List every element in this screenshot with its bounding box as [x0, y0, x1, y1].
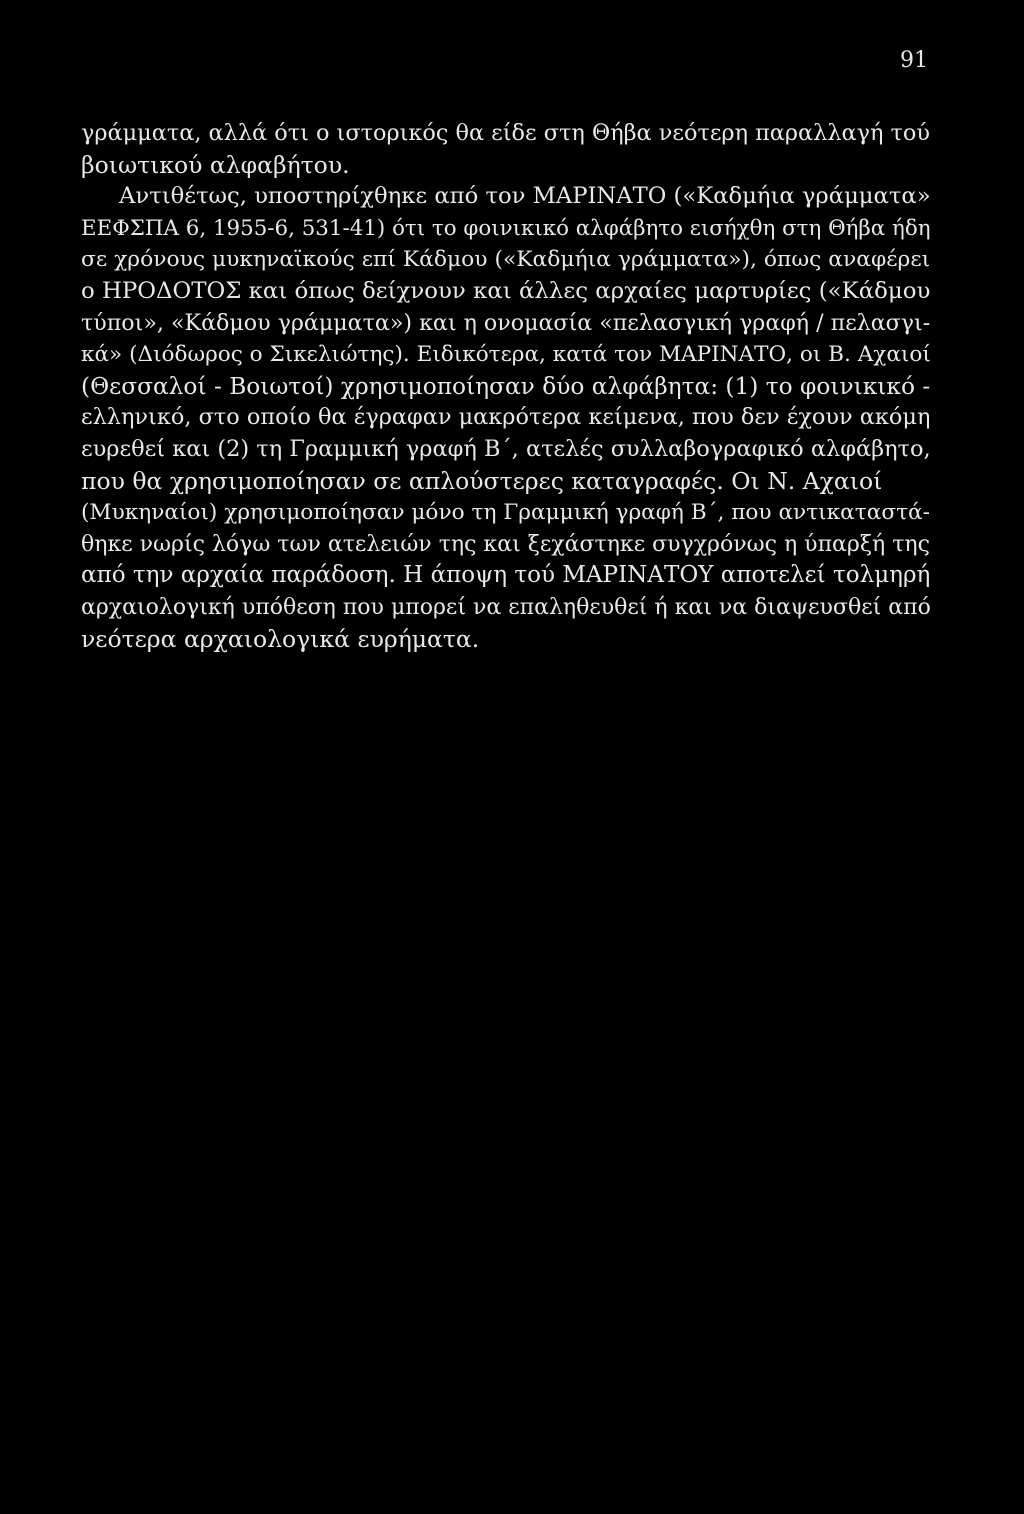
text-line: Αντιθέτως, υποστηρίχθηκε από τον ΜΑΡΙΝΑΤΟ («Καδμήια γράμματα» — [119, 183, 931, 210]
text-line: νεότερα αρχαιολογικά ευρήματα. — [81, 624, 480, 653]
text-line: γράμματα, αλλά ότι ο ιστορικός θα είδε στη Θήβα νεότερη παραλλαγή τού — [81, 120, 930, 146]
text-line: βοιωτικού αλφαβήτου. — [81, 150, 350, 179]
text-line: ΕΕΦΣΠΑ 6, 1955-6, 531-41) ότι το φοινικικό αλφάβητο εισήχθη στη Θήβα ήδη — [81, 215, 931, 241]
text-line: που θα χρησιμοποίησαν σε απλούστερες καταγραφές. Οι Ν. Αχαιοί — [81, 466, 883, 495]
text-line: ελληνικό, στο οποίο θα έγραφαν μακρότερα κείμενα, που δεν έχουν ακόμη — [81, 404, 931, 431]
text-line: σε χρόνους μυκηναϊκούς επί Κάδμου («Καδμήια γράμματα»), όπως αναφέρει — [81, 247, 931, 273]
text-line: (Μυκηναίοι) χρησιμοποίησαν μόνο τη Γραμμική γραφή Β΄, που αντικαταστά- — [81, 500, 930, 526]
text-line: τύποι», «Κάδμου γράμματα») και η ονομασία «πελασγική γραφή / πελασγι- — [81, 309, 931, 336]
text-line: αρχαιολογική υπόθεση που μπορεί να επαληθευθεί ή και να διαψευσθεί από — [81, 594, 931, 620]
text-line: από την αρχαία παράδοση. Η άποψη τού ΜΑΡΙΝΑΤΟΥ αποτελεί τολμηρή — [81, 562, 931, 589]
text-line: θηκε νωρίς λόγω των ατελειών της και ξεχάστηκε συγχρόνως η ύπαρξή της — [81, 531, 930, 557]
text-line: ο ΗΡΟΔΟΤΟΣ και όπως δείχνουν και άλλες αρχαίες μαρτυρίες («Κάδμου — [81, 277, 931, 304]
text-line: (Θεσσαλοί - Βοιωτοί) χρησιμοποίησαν δύο αλφάβητα: (1) το φοινικικό - — [81, 372, 931, 400]
page-number: 91 — [900, 48, 928, 73]
body-text — [81, 118, 931, 655]
text-line: ευρεθεί και (2) τη Γραμμική γραφή Β΄, ατελές συλλαβογραφικό αλφάβητο, — [81, 435, 931, 462]
text-line: κά» (Διόδωρος ο Σικελιώτης). Ειδικότερα, κατά τον ΜΑΡΙΝΑΤΟ, οι Β. Αχαιοί — [81, 342, 931, 368]
